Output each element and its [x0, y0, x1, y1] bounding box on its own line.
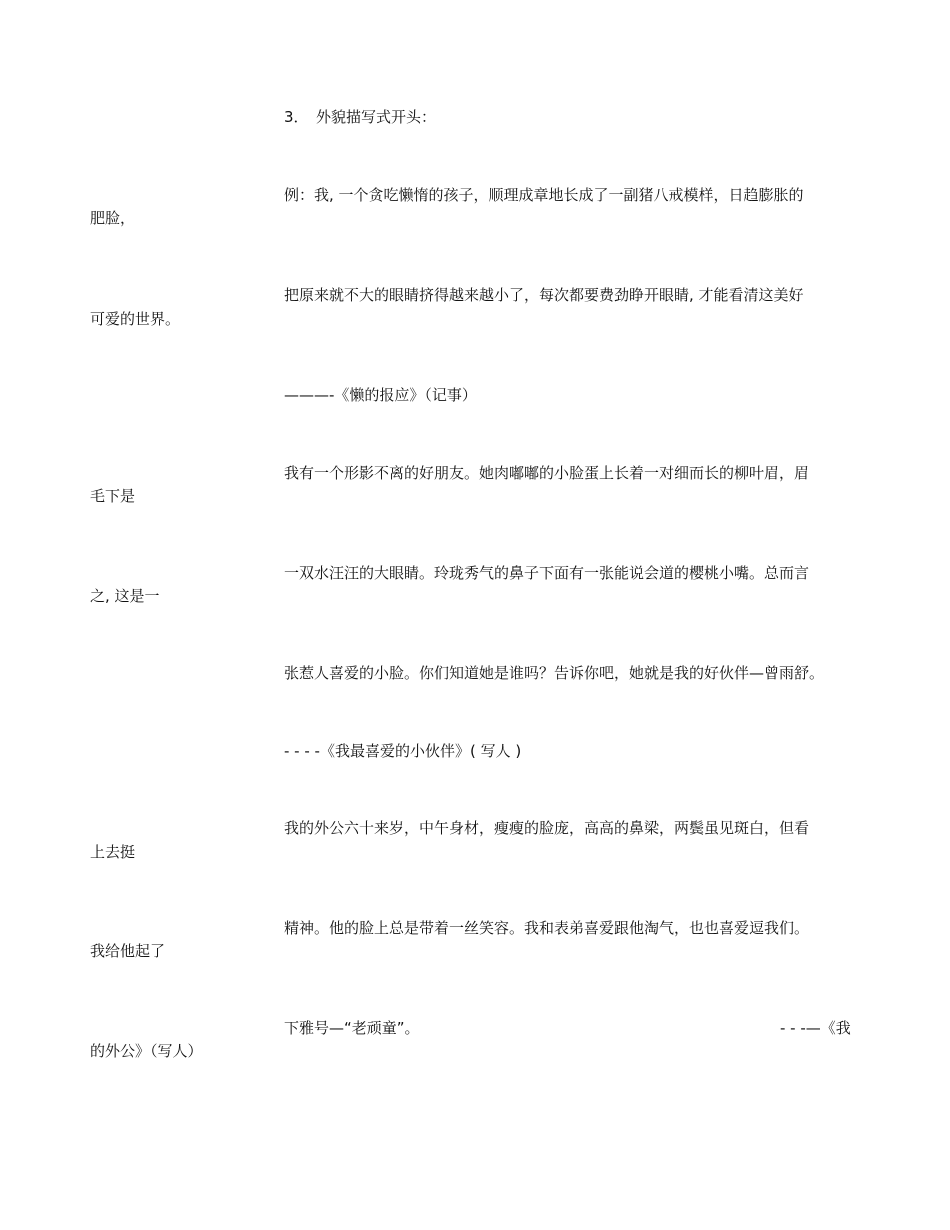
section-heading: 3． 外貌描写式开头：: [284, 108, 437, 126]
paragraph-line-wrap: 的外公》（写人）: [90, 1042, 203, 1060]
paragraph-line: 我有一个形影不离的好朋友。她肉嘟嘟的小脸蛋上长着一对细而长的柳叶眉，眉: [284, 464, 810, 482]
paragraph-line-wrap: 我给他起了: [90, 942, 166, 960]
paragraph-line: 一双水汪汪的大眼睛。玲珑秀气的鼻子下面有一张能说会道的樱桃小嘴。总而言: [284, 564, 810, 582]
paragraph-line-wrap: 之, 这是一: [90, 587, 160, 605]
paragraph-line: 我的外公六十来岁，中午身材，瘦瘦的脸庞，高高的鼻梁，两鬓虽见斑白，但看: [284, 819, 810, 837]
source-citation: - - - -《我最喜爱的小伙伴》( 写人 ): [284, 742, 522, 760]
paragraph-line-wrap: 毛下是: [90, 487, 136, 505]
paragraph-line: 例：我, 一个贪吃懒惰的孩子，顺理成章地长成了一副猪八戒模样，日趋膨胀的: [284, 186, 804, 204]
paragraph-line: 精神。他的脸上总是带着一丝笑容。我和表弟喜爱跟他淘气，也也喜爱逗我们。: [284, 919, 810, 937]
paragraph-line-wrap: 上去挺: [90, 843, 136, 861]
paragraph-line-wrap: 可爱的世界。: [90, 310, 181, 328]
source-citation: - - -—《我: [780, 1019, 851, 1037]
paragraph-line: 把原来就不大的眼睛挤得越来越小了，每次都要费劲睁开眼睛, 才能看清这美好: [284, 286, 804, 304]
source-citation: ———-《懒的报应》（记事）: [284, 386, 477, 404]
paragraph-line: 张惹人喜爱的小脸。你们知道她是谁吗？告诉你吧，她就是我的好伙伴—曾雨舒。: [284, 664, 825, 682]
paragraph-line: 下雅号—“老顽童”。: [284, 1019, 420, 1037]
paragraph-line-wrap: 肥脸，: [90, 209, 136, 227]
